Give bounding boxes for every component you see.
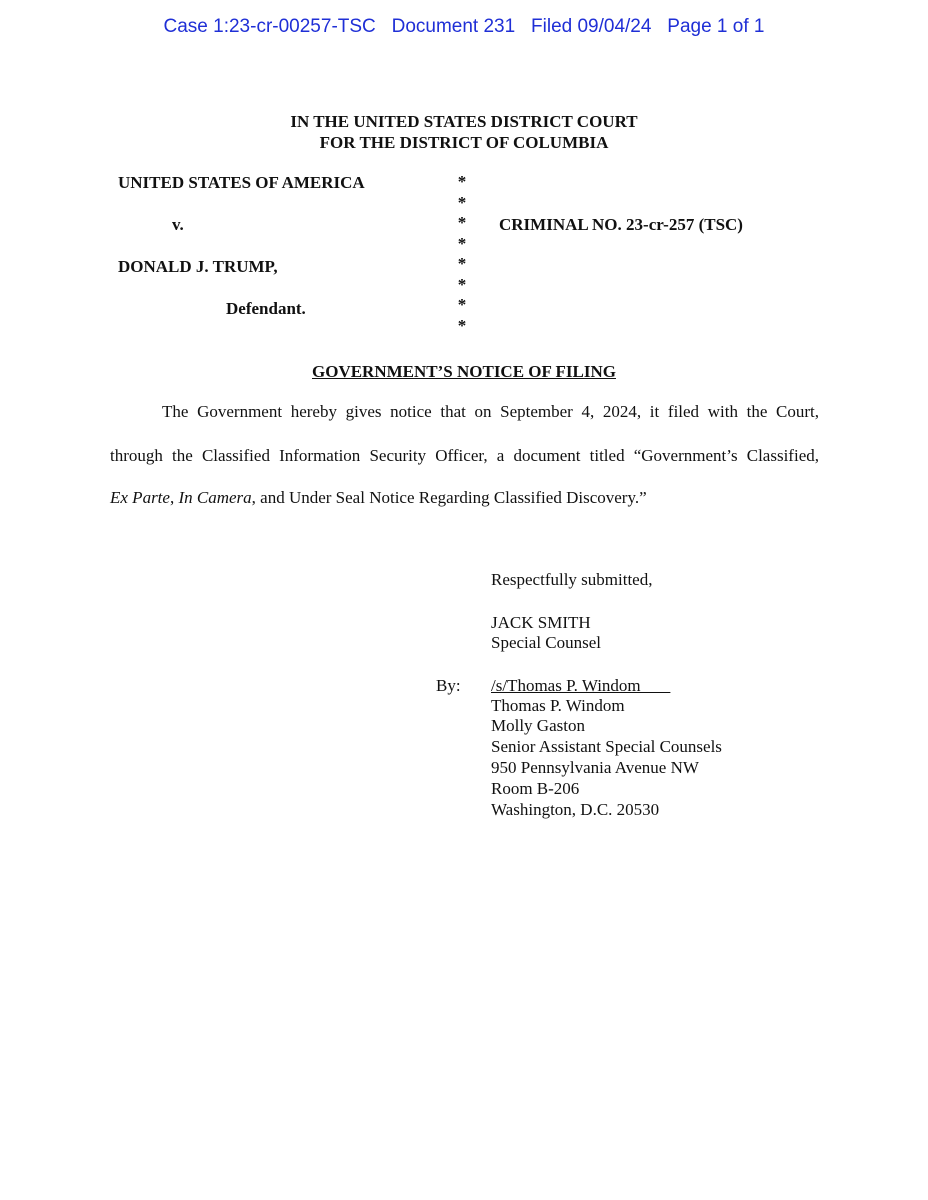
notice-title: GOVERNMENT’S NOTICE OF FILING bbox=[312, 362, 616, 381]
caption-versus: v. bbox=[172, 215, 184, 234]
notice-paragraph-line3-rest: , and Under Seal Notice Regarding Classified Discovery.” bbox=[251, 488, 647, 507]
counsel-title: Special Counsel bbox=[491, 633, 602, 652]
in-camera-text: In Camera bbox=[178, 488, 252, 507]
caption-star: * bbox=[457, 233, 467, 253]
caption-plaintiff: UNITED STATES OF AMERICA bbox=[118, 173, 365, 192]
caption-defendant-name: DONALD J. TRUMP, bbox=[118, 257, 278, 276]
closing-text: Respectfully submitted, bbox=[491, 570, 653, 589]
signer-title: Senior Assistant Special Counsels bbox=[491, 737, 722, 756]
caption-star: * bbox=[457, 254, 467, 273]
address-line-1: 950 Pennsylvania Avenue NW bbox=[491, 758, 699, 777]
signer-name-2: Molly Gaston bbox=[491, 716, 585, 735]
caption-defendant-role: Defendant. bbox=[226, 299, 306, 318]
address-line-2: Room B-206 bbox=[491, 779, 580, 798]
counsel-name: JACK SMITH bbox=[491, 613, 591, 632]
by-label: By: bbox=[436, 676, 461, 695]
caption-star: * bbox=[457, 213, 467, 232]
court-heading bbox=[0, 111, 928, 153]
caption-star: * bbox=[457, 192, 467, 212]
case-number: CRIMINAL NO. 23-cr-257 (TSC) bbox=[499, 215, 743, 234]
notice-paragraph-line2: through the Classified Information Security Officer, a document titled “Government’s Classified, bbox=[110, 446, 819, 465]
address-line-3: Washington, D.C. 20530 bbox=[491, 800, 660, 819]
filing-stamp: Case 1:23-cr-00257-TSC Document 231 Filed 09/04/24 Page 1 of 1 bbox=[163, 16, 765, 37]
notice-paragraph-line1: The Government hereby gives notice that on September 4, 2024, it filed with the Court, bbox=[162, 402, 819, 421]
caption-star-column bbox=[455, 172, 469, 336]
caption-star: * bbox=[457, 295, 467, 314]
notice-paragraph-line3 bbox=[110, 488, 819, 508]
signer-name-1: Thomas P. Windom bbox=[491, 696, 625, 715]
electronic-signature: /s/Thomas P. Windom bbox=[491, 676, 671, 695]
caption-star: * bbox=[457, 172, 467, 191]
caption-star: * bbox=[457, 274, 467, 294]
caption-star: * bbox=[457, 315, 467, 335]
court-heading-line2: FOR THE DISTRICT OF COLUMBIA bbox=[319, 133, 609, 152]
ex-parte-text: Ex Parte bbox=[110, 488, 170, 507]
notice-separator: , bbox=[169, 488, 179, 507]
court-heading-line1: IN THE UNITED STATES DISTRICT COURT bbox=[290, 112, 638, 131]
